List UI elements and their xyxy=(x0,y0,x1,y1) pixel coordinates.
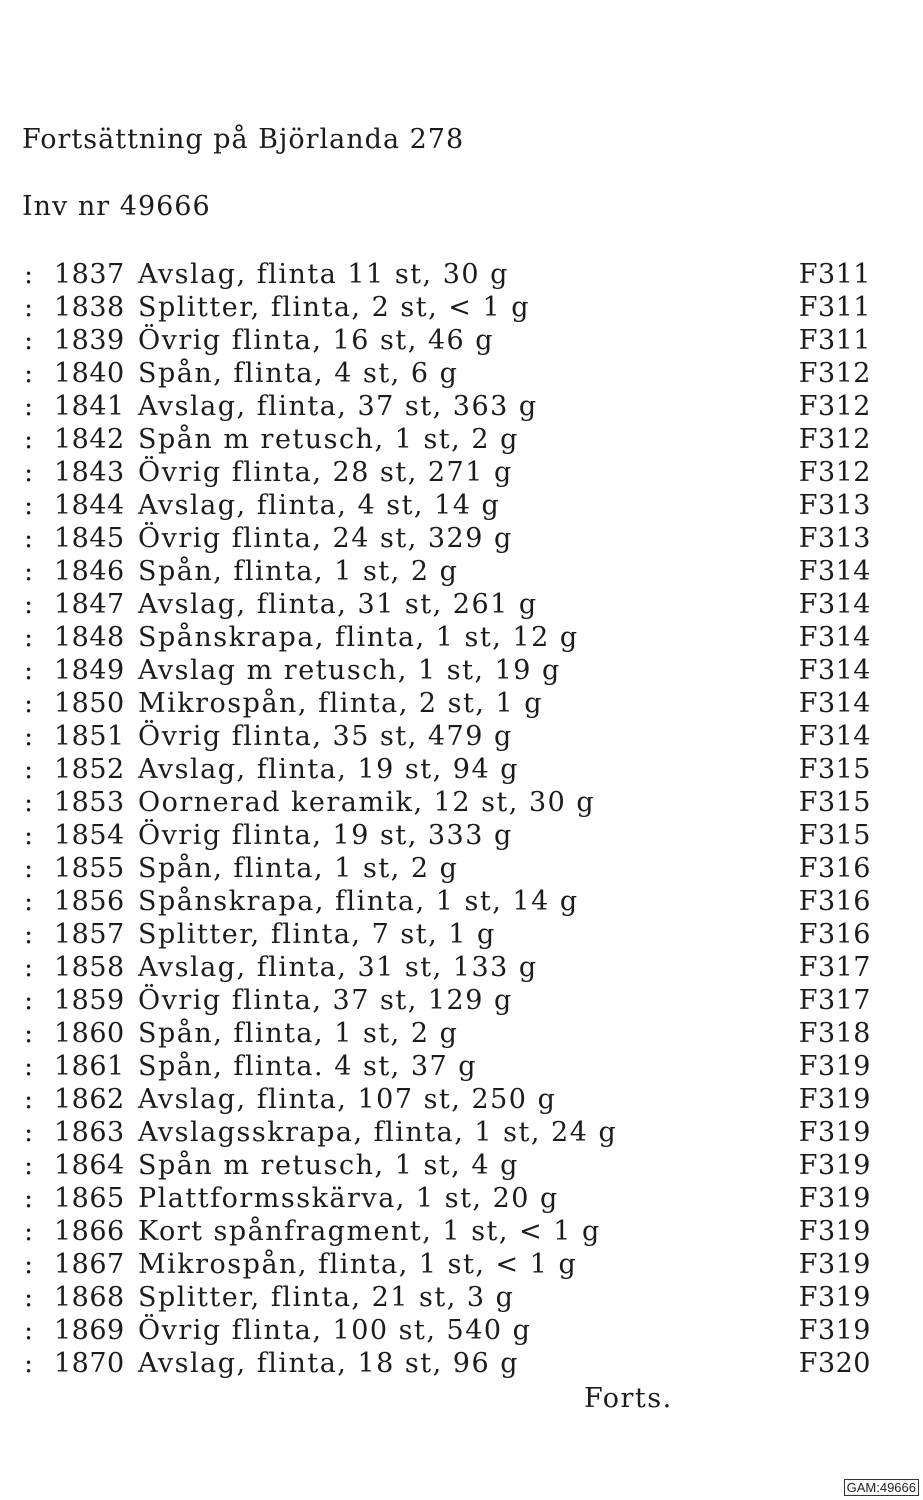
entry-colon: : xyxy=(24,1348,34,1379)
archive-stamp: GAM:49666 xyxy=(844,1479,919,1496)
entry-number: 1853 xyxy=(54,787,125,818)
entry-code: F314 xyxy=(798,721,871,752)
entry-number: 1867 xyxy=(54,1249,125,1280)
entry-code: F319 xyxy=(798,1249,871,1280)
list-item xyxy=(0,687,923,720)
entry-description: Avslag m retusch, 1 st, 19 g xyxy=(138,655,561,686)
entry-colon: : xyxy=(24,556,34,587)
entry-number: 1858 xyxy=(54,952,125,983)
entry-code: F313 xyxy=(798,523,871,554)
entry-code: F314 xyxy=(798,655,871,686)
entry-number: 1844 xyxy=(54,490,125,521)
entry-number: 1846 xyxy=(54,556,125,587)
entry-code: F319 xyxy=(798,1051,871,1082)
entry-description: Mikrospån, flinta, 2 st, 1 g xyxy=(138,688,544,719)
entry-description: Avslag, flinta, 19 st, 94 g xyxy=(138,754,519,785)
list-item xyxy=(0,1281,923,1314)
entry-description: Splitter, flinta, 7 st, 1 g xyxy=(138,919,496,950)
list-item xyxy=(0,456,923,489)
entry-description: Övrig flinta, 24 st, 329 g xyxy=(138,523,513,554)
entry-colon: : xyxy=(24,424,34,455)
entry-colon: : xyxy=(24,1018,34,1049)
entry-code: F319 xyxy=(798,1084,871,1115)
list-item xyxy=(0,753,923,786)
entry-description: Spån, flinta, 4 st, 6 g xyxy=(138,358,459,389)
entry-colon: : xyxy=(24,490,34,521)
entry-number: 1839 xyxy=(54,325,125,356)
list-item xyxy=(0,1083,923,1116)
entry-description: Spånskrapa, flinta, 1 st, 12 g xyxy=(138,622,579,653)
entry-description: Avslag, flinta, 107 st, 250 g xyxy=(138,1084,557,1115)
list-item xyxy=(0,423,923,456)
list-item xyxy=(0,489,923,522)
entry-number: 1856 xyxy=(54,886,125,917)
entry-description: Avslag, flinta, 37 st, 363 g xyxy=(138,391,538,422)
entry-description: Övrig flinta, 100 st, 540 g xyxy=(138,1315,532,1346)
inventory-number: Inv nr 49666 xyxy=(22,191,211,222)
entry-number: 1843 xyxy=(54,457,125,488)
entry-code: F311 xyxy=(798,325,871,356)
list-item xyxy=(0,819,923,852)
entry-colon: : xyxy=(24,1315,34,1346)
entry-colon: : xyxy=(24,259,34,290)
entry-number: 1849 xyxy=(54,655,125,686)
entry-colon: : xyxy=(24,589,34,620)
entry-code: F314 xyxy=(798,556,871,587)
entry-description: Avslag, flinta, 18 st, 96 g xyxy=(138,1348,519,1379)
entry-colon: : xyxy=(24,358,34,389)
entry-description: Avslagsskrapa, flinta, 1 st, 24 g xyxy=(138,1117,618,1148)
entry-number: 1847 xyxy=(54,589,125,620)
entry-colon: : xyxy=(24,655,34,686)
entry-list xyxy=(0,258,923,1380)
entry-description: Plattformsskärva, 1 st, 20 g xyxy=(138,1183,559,1214)
list-item xyxy=(0,720,923,753)
entry-description: Spånskrapa, flinta, 1 st, 14 g xyxy=(138,886,579,917)
entry-colon: : xyxy=(24,1051,34,1082)
list-item xyxy=(0,324,923,357)
entry-description: Spån, flinta, 1 st, 2 g xyxy=(138,556,459,587)
entry-code: F315 xyxy=(798,754,871,785)
entry-description: Spån m retusch, 1 st, 2 g xyxy=(138,424,519,455)
entry-code: F316 xyxy=(798,853,871,884)
entry-number: 1860 xyxy=(54,1018,125,1049)
entry-number: 1845 xyxy=(54,523,125,554)
entry-number: 1861 xyxy=(54,1051,125,1082)
entry-code: F317 xyxy=(798,985,871,1016)
entry-description: Spån, flinta, 1 st, 2 g xyxy=(138,853,459,884)
list-item xyxy=(0,1050,923,1083)
entry-colon: : xyxy=(24,1150,34,1181)
entry-number: 1859 xyxy=(54,985,125,1016)
list-item xyxy=(0,1248,923,1281)
entry-colon: : xyxy=(24,688,34,719)
entry-number: 1857 xyxy=(54,919,125,950)
entry-description: Övrig flinta, 28 st, 271 g xyxy=(138,457,513,488)
entry-code: F319 xyxy=(798,1216,871,1247)
list-item xyxy=(0,291,923,324)
list-item xyxy=(0,588,923,621)
list-item xyxy=(0,984,923,1017)
entry-number: 1838 xyxy=(54,292,125,323)
entry-code: F312 xyxy=(798,358,871,389)
list-item xyxy=(0,918,923,951)
entry-colon: : xyxy=(24,391,34,422)
entry-code: F315 xyxy=(798,820,871,851)
entry-colon: : xyxy=(24,1183,34,1214)
entry-colon: : xyxy=(24,1216,34,1247)
list-item xyxy=(0,1149,923,1182)
entry-colon: : xyxy=(24,787,34,818)
entry-code: F320 xyxy=(798,1348,871,1379)
entry-code: F314 xyxy=(798,688,871,719)
entry-description: Spån, flinta. 4 st, 37 g xyxy=(138,1051,478,1082)
entry-description: Avslag, flinta, 4 st, 14 g xyxy=(138,490,501,521)
entry-number: 1852 xyxy=(54,754,125,785)
entry-code: F318 xyxy=(798,1018,871,1049)
list-item xyxy=(0,852,923,885)
entry-description: Avslag, flinta 11 st, 30 g xyxy=(138,259,509,290)
entry-number: 1851 xyxy=(54,721,125,752)
entry-code: F315 xyxy=(798,787,871,818)
entry-number: 1869 xyxy=(54,1315,125,1346)
entry-code: F311 xyxy=(798,259,871,290)
entry-number: 1865 xyxy=(54,1183,125,1214)
entry-code: F311 xyxy=(798,292,871,323)
list-item xyxy=(0,1215,923,1248)
entry-number: 1850 xyxy=(54,688,125,719)
entry-number: 1842 xyxy=(54,424,125,455)
entry-code: F317 xyxy=(798,952,871,983)
entry-colon: : xyxy=(24,721,34,752)
entry-code: F319 xyxy=(798,1150,871,1181)
entry-number: 1841 xyxy=(54,391,125,422)
entry-code: F314 xyxy=(798,589,871,620)
entry-description: Spån, flinta, 1 st, 2 g xyxy=(138,1018,459,1049)
entry-number: 1868 xyxy=(54,1282,125,1313)
entry-code: F314 xyxy=(798,622,871,653)
entry-description: Splitter, flinta, 21 st, 3 g xyxy=(138,1282,515,1313)
entry-colon: : xyxy=(24,325,34,356)
entry-description: Avslag, flinta, 31 st, 133 g xyxy=(138,952,538,983)
list-item xyxy=(0,522,923,555)
entry-code: F312 xyxy=(798,424,871,455)
entry-description: Kort spånfragment, 1 st, < 1 g xyxy=(138,1216,601,1247)
entry-colon: : xyxy=(24,853,34,884)
entry-description: Övrig flinta, 37 st, 129 g xyxy=(138,985,513,1016)
list-item xyxy=(0,1182,923,1215)
entry-description: Splitter, flinta, 2 st, < 1 g xyxy=(138,292,530,323)
entry-code: F319 xyxy=(798,1315,871,1346)
entry-number: 1848 xyxy=(54,622,125,653)
list-item xyxy=(0,357,923,390)
entry-colon: : xyxy=(24,1117,34,1148)
entry-colon: : xyxy=(24,952,34,983)
list-item xyxy=(0,885,923,918)
entry-number: 1862 xyxy=(54,1084,125,1115)
entry-description: Övrig flinta, 19 st, 333 g xyxy=(138,820,513,851)
entry-number: 1854 xyxy=(54,820,125,851)
entry-colon: : xyxy=(24,622,34,653)
entry-colon: : xyxy=(24,985,34,1016)
entry-number: 1840 xyxy=(54,358,125,389)
entry-code: F316 xyxy=(798,886,871,917)
list-item xyxy=(0,951,923,984)
entry-code: F312 xyxy=(798,457,871,488)
entry-description: Övrig flinta, 16 st, 46 g xyxy=(138,325,495,356)
list-item xyxy=(0,555,923,588)
entry-colon: : xyxy=(24,1282,34,1313)
document-title: Fortsättning på Björlanda 278 xyxy=(22,124,465,155)
list-item xyxy=(0,621,923,654)
entry-code: F319 xyxy=(798,1183,871,1214)
list-item xyxy=(0,1017,923,1050)
entry-description: Övrig flinta, 35 st, 479 g xyxy=(138,721,513,752)
entry-code: F319 xyxy=(798,1282,871,1313)
list-item xyxy=(0,654,923,687)
entry-code: F312 xyxy=(798,391,871,422)
entry-colon: : xyxy=(24,457,34,488)
entry-code: F316 xyxy=(798,919,871,950)
entry-description: Spån m retusch, 1 st, 4 g xyxy=(138,1150,519,1181)
list-item xyxy=(0,786,923,819)
entry-number: 1863 xyxy=(54,1117,125,1148)
entry-colon: : xyxy=(24,886,34,917)
continued-label: Forts. xyxy=(584,1383,673,1414)
entry-number: 1870 xyxy=(54,1348,125,1379)
entry-colon: : xyxy=(24,1084,34,1115)
entry-number: 1864 xyxy=(54,1150,125,1181)
entry-number: 1855 xyxy=(54,853,125,884)
entry-code: F319 xyxy=(798,1117,871,1148)
entry-colon: : xyxy=(24,820,34,851)
entry-number: 1837 xyxy=(54,259,125,290)
entry-description: Avslag, flinta, 31 st, 261 g xyxy=(138,589,538,620)
entry-colon: : xyxy=(24,1249,34,1280)
list-item xyxy=(0,1314,923,1347)
entry-number: 1866 xyxy=(54,1216,125,1247)
list-item xyxy=(0,1116,923,1149)
entry-description: Oornerad keramik, 12 st, 30 g xyxy=(138,787,596,818)
entry-colon: : xyxy=(24,523,34,554)
list-item xyxy=(0,258,923,291)
list-item xyxy=(0,390,923,423)
entry-code: F313 xyxy=(798,490,871,521)
entry-colon: : xyxy=(24,919,34,950)
entry-description: Mikrospån, flinta, 1 st, < 1 g xyxy=(138,1249,578,1280)
entry-colon: : xyxy=(24,292,34,323)
entry-colon: : xyxy=(24,754,34,785)
list-item xyxy=(0,1347,923,1380)
